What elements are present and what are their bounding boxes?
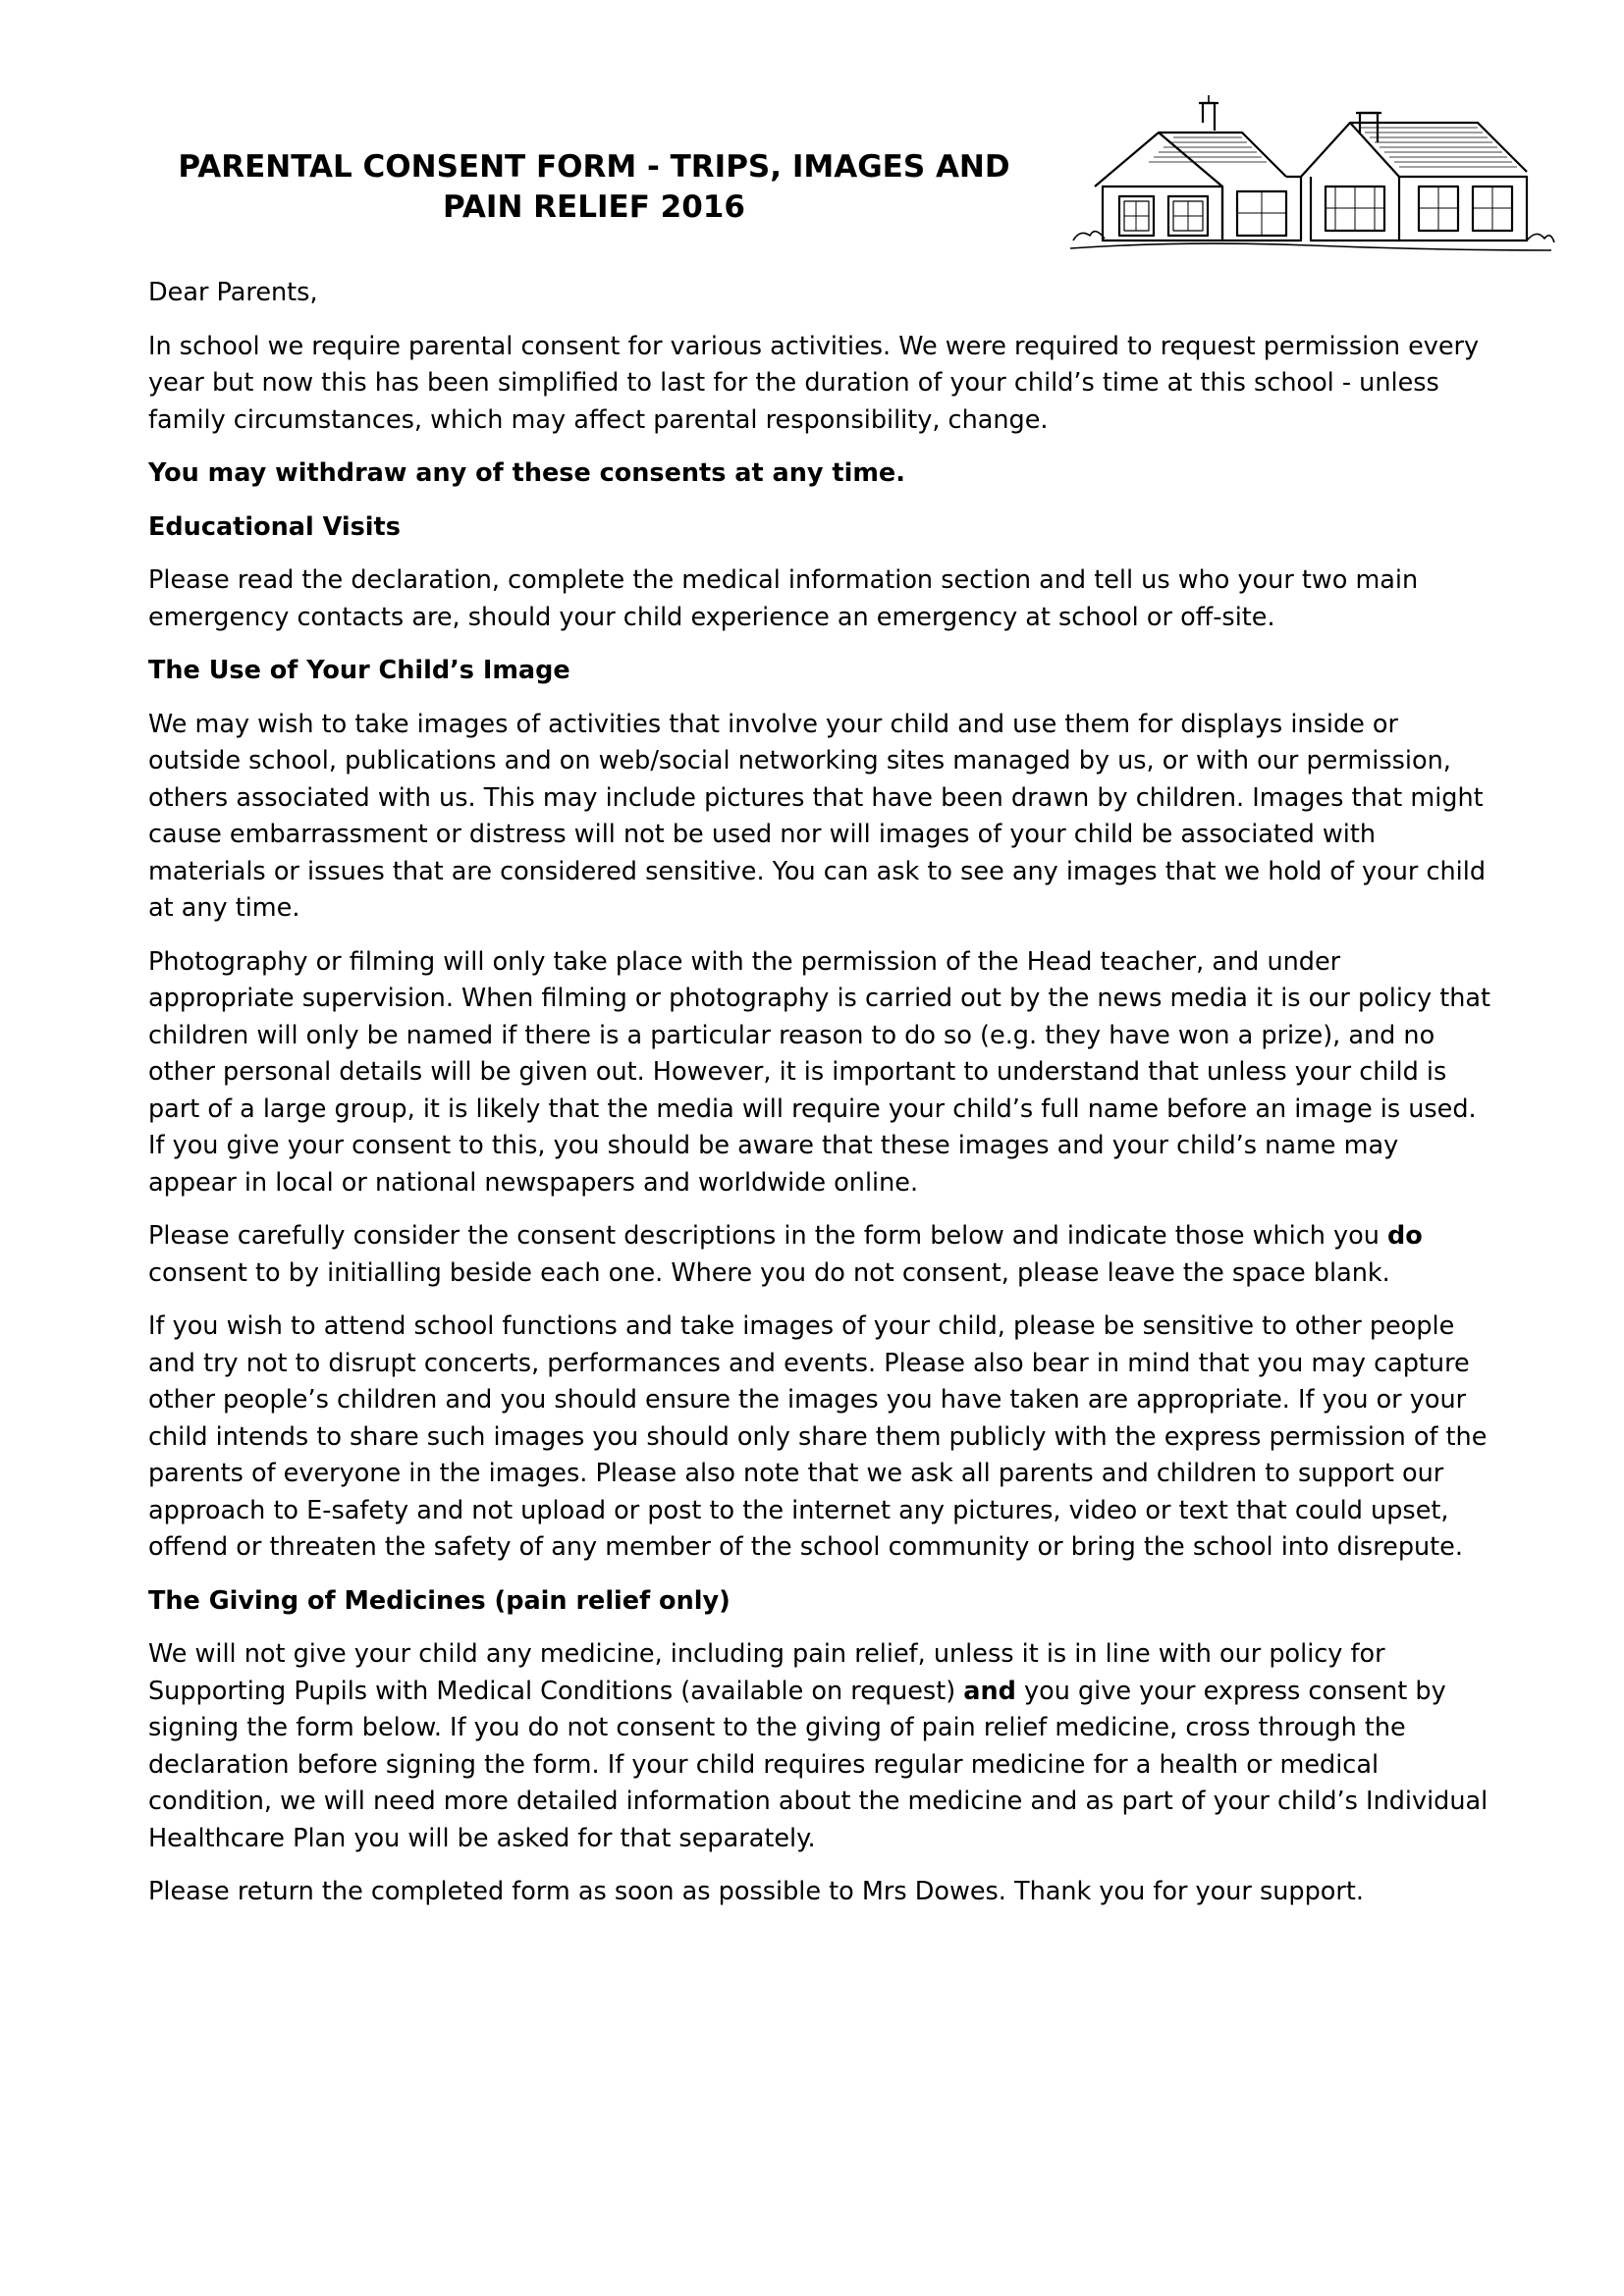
images-paragraph-3-end: consent to by initialling beside each one. Where you do not consent, please leave the space blank.	[148, 1257, 1390, 1288]
medicines-paragraph-end: you give your express consent by signing the form below. If you do not consent to the giving of pain relief medicine, cross through the declaration before signing the form. If your child requires regular medicine for a health or medical condition, we will need more detailed information about the medicine and as part of your child’s Individual Healthcare Plan you will be asked for that separately.	[148, 1676, 1489, 1853]
letter-body	[148, 275, 1493, 1928]
closing-paragraph: Please return the completed form as soon as possible to Mrs Dowes. Thank you for your support.	[148, 1877, 1364, 1906]
images-paragraph-3-start: Please carefully consider the consent descriptions in the form below and indicate those which you	[148, 1221, 1388, 1251]
visits-paragraph: Please read the declaration, complete the medical information section and tell us who your two main emergency contacts are, should your child experience an emergency at school or off-site.	[148, 565, 1419, 632]
medicines-paragraph-bold: and	[963, 1676, 1016, 1706]
greeting: Dear Parents,	[148, 278, 318, 307]
images-paragraph-4: If you wish to attend school functions and take images of your child, please be sensitive to other people and try not to disrupt concerts, performances and events. Please also bear in mind that you may capture other people’s children and you should ensure the images you have taken are appropriate. If you or your child intends to share such images you should only share them publicly with the express permission of the parents of everyone in the images. Please also note that we ask all parents and children to support our approach to E-safety and not upload or post to the internet any pictures, video or text that could upset, offend or threaten the safety of any member of the school community or bring the school into disrepute.	[148, 1311, 1488, 1562]
images-paragraph-2: Photography or filming will only take place with the permission of the Head teacher, and under appropriate supervision. When filming or photography is carried out by the news media it is our policy that children will only be named if there is a particular reason to do so (e.g. they have won a prize), and no other personal details will be given out. However, it is important to understand that unless your child is part of a large group, it is likely that the media will require your child’s full name before an image is used. If you give your consent to this, you should be aware that these images and your child’s name may appear in local or national newspapers and worldwide online.	[148, 946, 1490, 1198]
section-heading-medicines: The Giving of Medicines (pain relief only)	[148, 1585, 731, 1616]
images-paragraph-3-bold: do	[1387, 1221, 1423, 1251]
page-title: PARENTAL CONSENT FORM - TRIPS, IMAGES AND PAIN RELIEF 2016	[178, 149, 1010, 225]
section-heading-visits: Educational Visits	[148, 511, 401, 542]
medicines-paragraph-start: We will not give your child any medicine, including pain relief, unless it is in line with our policy for Supporting Pupils with Medical Conditions (available on request)	[148, 1639, 1385, 1706]
withdraw-notice: You may withdraw any of these consents at any time.	[148, 458, 905, 488]
section-heading-images: The Use of Your Child’s Image	[148, 656, 570, 685]
images-paragraph-3	[148, 1218, 1493, 1292]
medicines-paragraph	[148, 1636, 1493, 1857]
images-paragraph-1: We may wish to take images of activities that involve your child and use them for displays inside or outside school, publications and on web/social networking sites managed by us, or with our permission, others associated with us. This may include pictures that have been drawn by children. Images that might cause embarrassment or distress will not be used nor will images of your child be associated with materials or issues that are considered sensitive. You can ask to see any images that we hold of your child at any time.	[148, 709, 1487, 923]
school-building-icon	[1065, 93, 1556, 260]
intro-paragraph: In school we require parental consent for various activities. We were required to request permission every year but now this has been simplified to last for the duration of your child’s time at this school - unless family circumstances, which may affect parental responsibility, change.	[148, 331, 1480, 435]
